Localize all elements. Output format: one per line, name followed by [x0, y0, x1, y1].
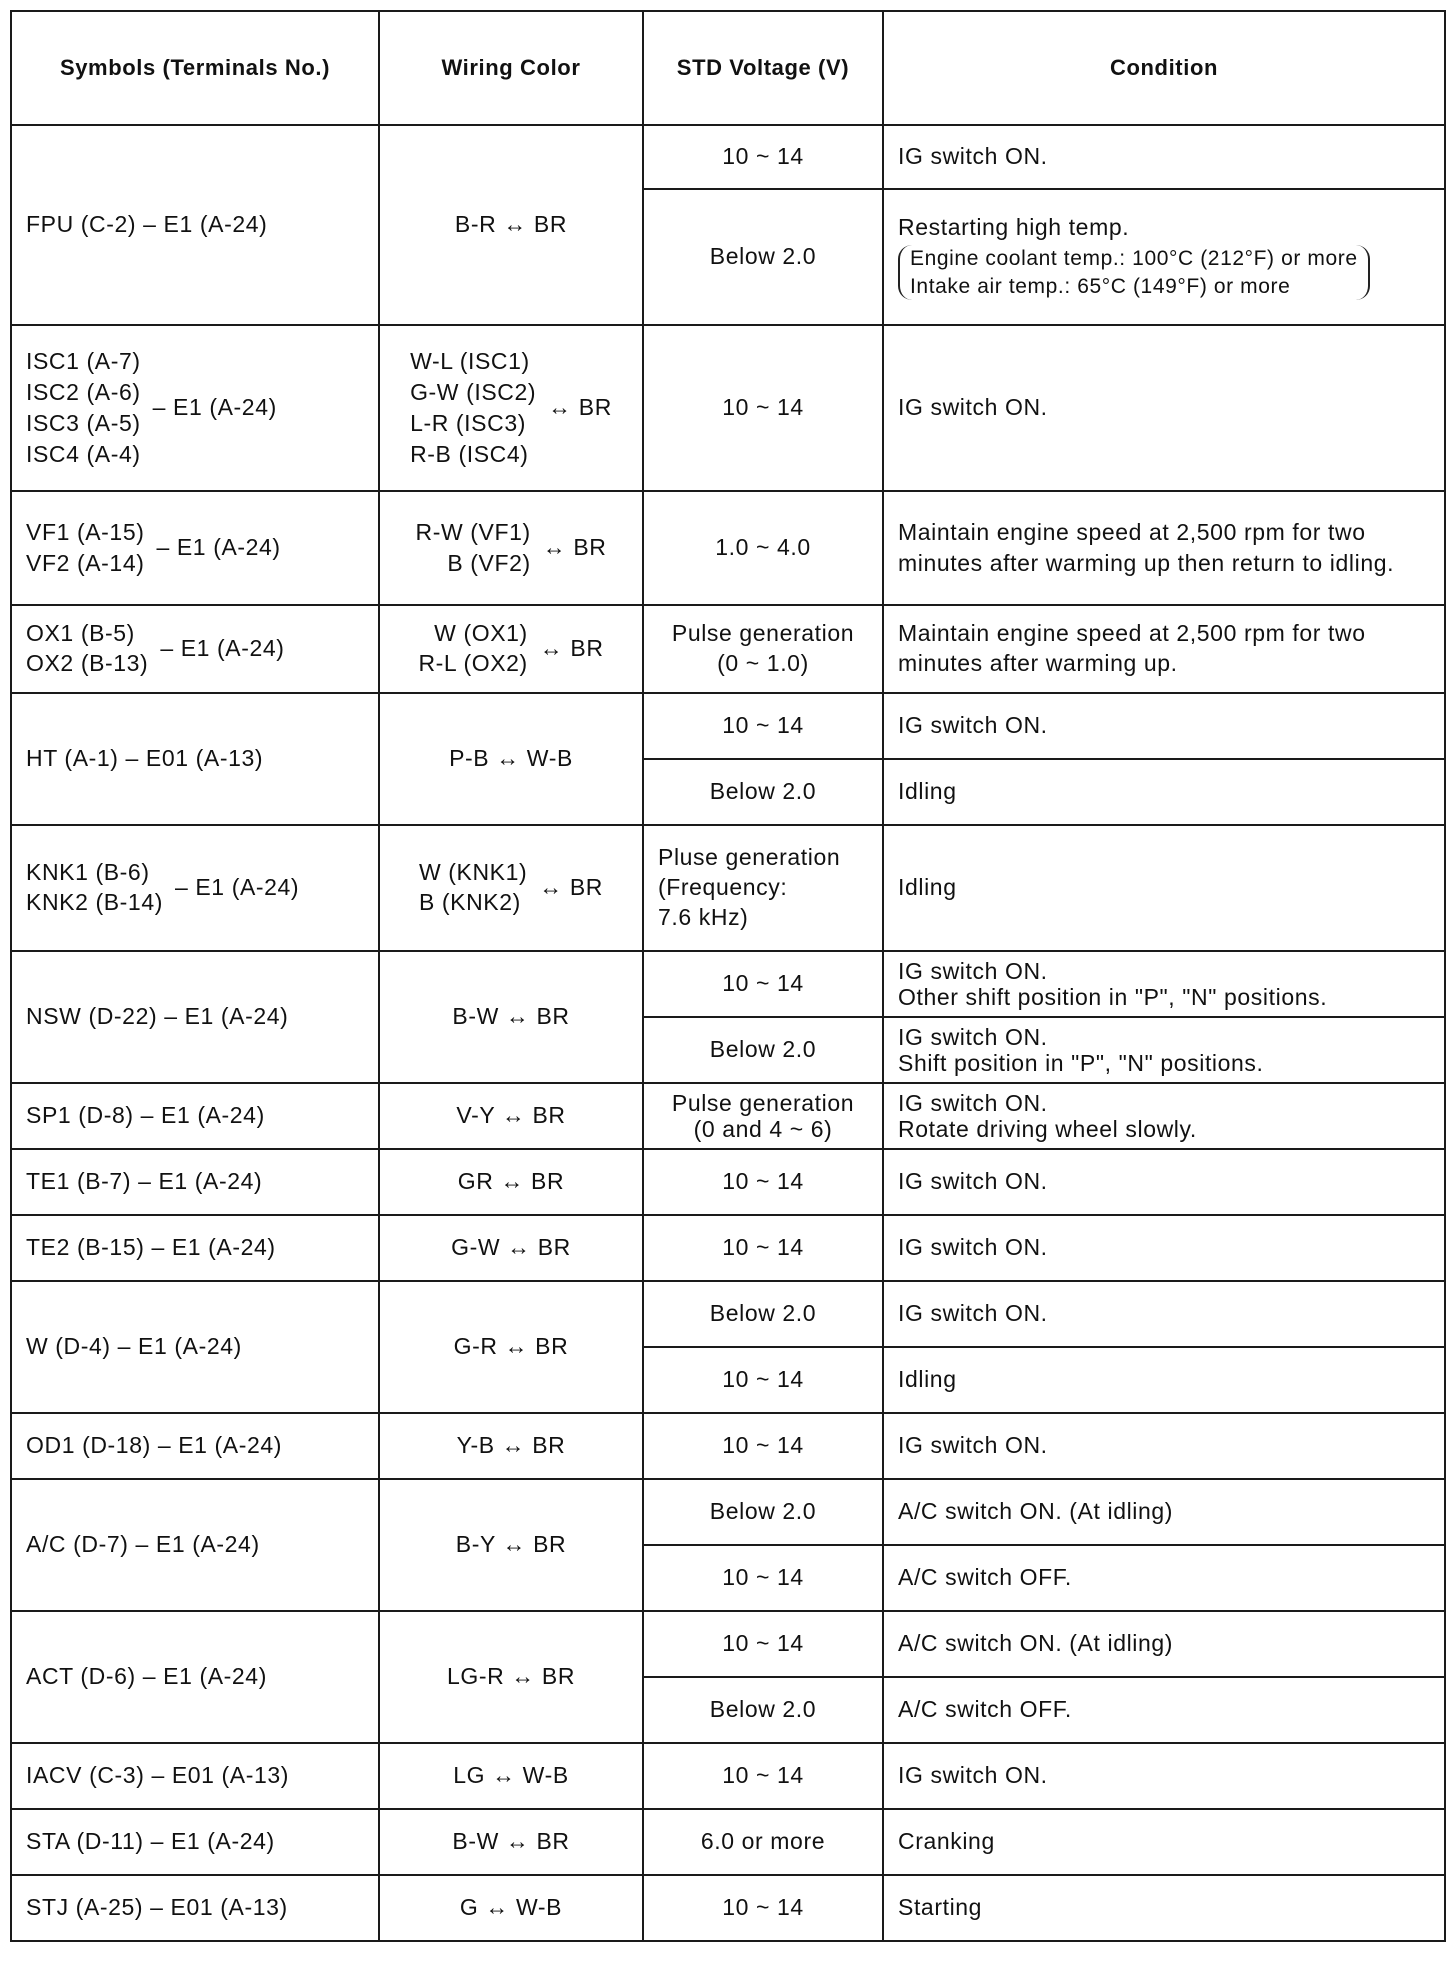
condition-line: Other shift position in "P", "N" positions. — [898, 984, 1328, 1010]
wiring-line: L-R (ISC3) — [410, 410, 526, 436]
condition-line: IG switch ON. — [898, 1089, 1048, 1116]
condition-cell: IG switch ON. — [883, 1215, 1445, 1281]
voltage-cell: 10 ~ 14 — [643, 1347, 883, 1413]
table-row — [11, 1743, 1445, 1809]
wiring-line: B (KNK2) — [418, 889, 521, 915]
voltage-line: (Frequency: — [658, 874, 788, 901]
table-row — [11, 1149, 1445, 1215]
wiring-cell: B-W ↔ BR — [379, 1809, 643, 1875]
symbol-line: OX1 (B-5) — [26, 620, 135, 647]
condition-cell: IG switch ON. — [883, 1413, 1445, 1479]
wiring-cell — [379, 605, 643, 693]
wiring-line: B (VF2) — [447, 550, 531, 576]
header-symbols: Symbols (Terminals No.) — [11, 11, 379, 125]
voltage-cell — [643, 825, 883, 951]
condition-cell: Idling — [883, 1347, 1445, 1413]
voltage-cell: 10 ~ 14 — [643, 325, 883, 491]
condition-line: Shift position in "P", "N" positions. — [898, 1050, 1264, 1076]
condition-cell — [883, 951, 1445, 1017]
condition-cell: A/C switch OFF. — [883, 1545, 1445, 1611]
symbol-cell: ACT (D-6) – E1 (A-24) — [11, 1611, 379, 1743]
symbol-cell: IACV (C-3) – E01 (A-13) — [11, 1743, 379, 1809]
symbol-line: ISC2 (A-6) — [26, 378, 141, 405]
symbol-cell: TE1 (B-7) – E1 (A-24) — [11, 1149, 379, 1215]
condition-cell: Cranking — [883, 1809, 1445, 1875]
wiring-cell: V-Y ↔ BR — [379, 1083, 643, 1149]
wiring-line: W-L (ISC1) — [410, 347, 530, 374]
condition-cell: IG switch ON. — [883, 1281, 1445, 1347]
condition-main-text: Restarting high temp. — [898, 214, 1130, 241]
symbol-line: KNK1 (B-6) — [26, 859, 150, 886]
voltage-line: (0 and 4 ~ 6) — [693, 1116, 833, 1142]
voltage-cell: 10 ~ 14 — [643, 1413, 883, 1479]
condition-cell: A/C switch OFF. — [883, 1677, 1445, 1743]
wiring-ground: ↔ BR — [539, 874, 604, 901]
symbol-cell: FPU (C-2) – E1 (A-24) — [11, 125, 379, 325]
symbol-cell: TE2 (B-15) – E1 (A-24) — [11, 1215, 379, 1281]
wiring-line: W (KNK1) — [418, 859, 528, 886]
wiring-line: R-W (VF1) — [415, 518, 531, 545]
wiring-ground: ↔ BR — [542, 534, 607, 561]
table-row — [11, 491, 1445, 605]
voltage-cell: 10 ~ 14 — [643, 1545, 883, 1611]
table-header-row — [11, 11, 1445, 125]
table-row — [11, 1215, 1445, 1281]
wiring-cell: LG ↔ W-B — [379, 1743, 643, 1809]
voltage-cell: Below 2.0 — [643, 1017, 883, 1083]
symbol-cell — [11, 491, 379, 605]
voltage-cell: Below 2.0 — [643, 1677, 883, 1743]
condition-line: IG switch ON. — [898, 957, 1048, 984]
wiring-line: R-B (ISC4) — [410, 441, 529, 468]
symbol-line: ISC1 (A-7) — [26, 347, 141, 374]
terminal-voltage-table — [10, 10, 1446, 1942]
symbol-cell — [11, 825, 379, 951]
condition-cell: Starting — [883, 1875, 1445, 1941]
voltage-line: 7.6 kHz) — [658, 903, 749, 930]
voltage-cell — [643, 605, 883, 693]
table-row — [11, 693, 1445, 759]
symbol-cell: A/C (D-7) – E1 (A-24) — [11, 1479, 379, 1611]
header-std-voltage: STD Voltage (V) — [643, 11, 883, 125]
symbol-cell: W (D-4) – E1 (A-24) — [11, 1281, 379, 1413]
header-condition: Condition — [883, 11, 1445, 125]
voltage-cell: 6.0 or more — [643, 1809, 883, 1875]
wiring-ground: ↔ BR — [539, 635, 604, 662]
symbol-line: ISC4 (A-4) — [26, 441, 141, 468]
voltage-cell: Below 2.0 — [643, 759, 883, 825]
wiring-cell — [379, 825, 643, 951]
symbol-cell: NSW (D-22) – E1 (A-24) — [11, 951, 379, 1083]
voltage-line: Pluse generation — [658, 844, 841, 871]
condition-cell: Maintain engine speed at 2,500 rpm for two minutes after warming up. — [883, 605, 1445, 693]
symbol-ground: – E1 (A-24) — [156, 534, 281, 561]
wiring-cell — [379, 325, 643, 491]
condition-cell: A/C switch ON. (At idling) — [883, 1611, 1445, 1677]
condition-cell: IG switch ON. — [883, 325, 1445, 491]
voltage-cell: Below 2.0 — [643, 189, 883, 325]
wiring-line: R-L (OX2) — [418, 650, 528, 676]
symbol-cell: OD1 (D-18) – E1 (A-24) — [11, 1413, 379, 1479]
wiring-ground: ↔ BR — [548, 394, 612, 421]
voltage-cell: 10 ~ 14 — [643, 693, 883, 759]
condition-sub-text: Engine coolant temp.: 100°C (212°F) or more — [910, 247, 1358, 271]
wiring-cell — [379, 491, 643, 605]
table-row — [11, 1281, 1445, 1347]
wiring-line: W (OX1) — [434, 620, 528, 647]
wiring-cell: Y-B ↔ BR — [379, 1413, 643, 1479]
symbol-cell — [11, 325, 379, 491]
symbol-line: OX2 (B-13) — [26, 650, 149, 676]
voltage-cell: 10 ~ 14 — [643, 1611, 883, 1677]
condition-line: IG switch ON. — [898, 1023, 1048, 1050]
wiring-cell: P-B ↔ W-B — [379, 693, 643, 825]
symbol-cell: STJ (A-25) – E01 (A-13) — [11, 1875, 379, 1941]
table-row — [11, 1413, 1445, 1479]
symbol-cell: HT (A-1) – E01 (A-13) — [11, 693, 379, 825]
condition-paren-block — [898, 245, 1370, 300]
table-row — [11, 125, 1445, 189]
voltage-cell: 10 ~ 14 — [643, 1149, 883, 1215]
wiring-cell: B-R ↔ BR — [379, 125, 643, 325]
voltage-line: (0 ~ 1.0) — [717, 650, 809, 676]
condition-sub-text: Intake air temp.: 65°C (149°F) or more — [910, 274, 1291, 298]
symbol-line: VF2 (A-14) — [26, 550, 145, 576]
table-row — [11, 825, 1445, 951]
condition-cell: A/C switch ON. (At idling) — [883, 1479, 1445, 1545]
table-row — [11, 1479, 1445, 1545]
wiring-cell: B-W ↔ BR — [379, 951, 643, 1083]
voltage-cell: 10 ~ 14 — [643, 1875, 883, 1941]
condition-cell: Idling — [883, 825, 1445, 951]
symbol-ground: – E1 (A-24) — [152, 394, 277, 421]
table-row — [11, 1809, 1445, 1875]
condition-cell: Maintain engine speed at 2,500 rpm for two minutes after warming up then return to idling. — [883, 491, 1445, 605]
voltage-line: Pulse generation — [671, 620, 855, 647]
condition-line: Rotate driving wheel slowly. — [898, 1116, 1197, 1142]
condition-cell: IG switch ON. — [883, 125, 1445, 189]
wiring-line: G-W (ISC2) — [410, 378, 537, 405]
voltage-cell — [643, 1083, 883, 1149]
table-row — [11, 325, 1445, 491]
wiring-cell: GR ↔ BR — [379, 1149, 643, 1215]
symbol-ground: – E1 (A-24) — [174, 874, 300, 901]
symbol-line: VF1 (A-15) — [26, 518, 145, 545]
symbol-line: ISC3 (A-5) — [26, 410, 141, 436]
wiring-cell: G-W ↔ BR — [379, 1215, 643, 1281]
voltage-cell: 1.0 ~ 4.0 — [643, 491, 883, 605]
symbol-cell — [11, 605, 379, 693]
wiring-cell: B-Y ↔ BR — [379, 1479, 643, 1611]
condition-cell: IG switch ON. — [883, 1743, 1445, 1809]
voltage-cell: 10 ~ 14 — [643, 125, 883, 189]
voltage-cell: Below 2.0 — [643, 1281, 883, 1347]
table-row — [11, 605, 1445, 693]
table-row — [11, 951, 1445, 1017]
header-wiring-color: Wiring Color — [379, 11, 643, 125]
voltage-cell: 10 ~ 14 — [643, 951, 883, 1017]
symbol-cell: SP1 (D-8) – E1 (A-24) — [11, 1083, 379, 1149]
table-row — [11, 1875, 1445, 1941]
condition-cell — [883, 1083, 1445, 1149]
voltage-cell: 10 ~ 14 — [643, 1743, 883, 1809]
wiring-cell: G-R ↔ BR — [379, 1281, 643, 1413]
table-row — [11, 1083, 1445, 1149]
table-row — [11, 1611, 1445, 1677]
wiring-cell: G ↔ W-B — [379, 1875, 643, 1941]
voltage-line: Pulse generation — [671, 1089, 855, 1116]
symbol-line: KNK2 (B-14) — [26, 889, 163, 915]
voltage-cell: Below 2.0 — [643, 1479, 883, 1545]
symbol-ground: – E1 (A-24) — [160, 635, 285, 662]
condition-cell: Idling — [883, 759, 1445, 825]
condition-cell: IG switch ON. — [883, 1149, 1445, 1215]
condition-cell — [883, 189, 1445, 325]
terminal-voltage-table-sheet — [10, 10, 1444, 1960]
condition-cell — [883, 1017, 1445, 1083]
symbol-cell: STA (D-11) – E1 (A-24) — [11, 1809, 379, 1875]
wiring-cell: LG-R ↔ BR — [379, 1611, 643, 1743]
voltage-cell: 10 ~ 14 — [643, 1215, 883, 1281]
condition-cell: IG switch ON. — [883, 693, 1445, 759]
